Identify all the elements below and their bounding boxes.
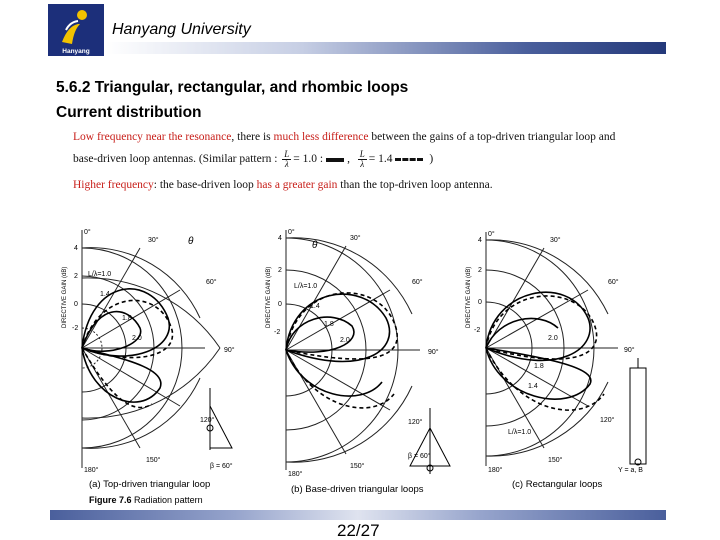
curve-label-b-main: L/λ=1.0 bbox=[294, 283, 318, 290]
gain-tick-a-m2: -2 bbox=[72, 325, 79, 332]
caption-c: (c) Rectangular loops bbox=[512, 479, 603, 490]
line3-end: than the top-driven loop antenna. bbox=[337, 179, 493, 191]
gain-tick-a-0: 0 bbox=[74, 301, 78, 308]
much-less-difference-text: much less difference bbox=[273, 131, 369, 143]
dashed-line-marker bbox=[395, 158, 423, 161]
line1-mid: , there is bbox=[231, 131, 274, 143]
curve-label-c-1: 2.0 bbox=[548, 335, 558, 342]
line2-sep: , bbox=[347, 153, 350, 166]
gain-tick-c-2: 2 bbox=[478, 267, 482, 274]
angle-label-a-180: 180° bbox=[84, 467, 99, 474]
gain-tick-c-4: 4 bbox=[478, 237, 482, 244]
page-number: 22/27 bbox=[337, 521, 380, 540]
curve-label-a-main: L/λ=1.0 bbox=[88, 271, 112, 278]
gain-tick-a-4: 4 bbox=[74, 245, 78, 252]
curve-label-b-3: 2.0 bbox=[340, 337, 350, 344]
figure-caption bbox=[89, 495, 203, 505]
angle-label-c-180: 180° bbox=[488, 467, 503, 474]
gain-tick-b-4: 4 bbox=[278, 235, 282, 242]
angle-label-c-30: 30° bbox=[550, 237, 561, 244]
angle-label-c-90: 90° bbox=[624, 347, 635, 354]
angle-label-b-150: 150° bbox=[350, 463, 365, 470]
curve-label-c-2: 1.8 bbox=[534, 363, 544, 370]
theta-label-b: θ bbox=[312, 240, 318, 251]
higher-frequency-text: Higher frequency bbox=[73, 179, 154, 191]
ratio1-value: = 1.0 : bbox=[293, 153, 324, 166]
angle-label-b-180: 180° bbox=[288, 471, 303, 478]
university-logo bbox=[48, 4, 104, 56]
slide-title: 5.6.2 Triangular, rectangular, and rhombic loops bbox=[56, 79, 409, 96]
gain-tick-c-m2: -2 bbox=[474, 327, 481, 334]
angle-label-c-0: 0° bbox=[488, 231, 495, 238]
text-line-1 bbox=[73, 131, 615, 143]
angle-label-a-0: 0° bbox=[84, 229, 91, 236]
theta-label-a: θ bbox=[188, 236, 194, 247]
caption-b: (b) Base-driven triangular loops bbox=[291, 484, 424, 495]
angle-label-a-120: 120° bbox=[200, 417, 215, 424]
curve-label-a-1: 1.4 bbox=[100, 291, 110, 298]
text-line-3 bbox=[73, 179, 493, 191]
line2-start: base-driven loop antennas. (Similar pattern : bbox=[73, 153, 281, 166]
header-bar bbox=[106, 42, 666, 54]
angle-label-a-30: 30° bbox=[148, 237, 159, 244]
line1-end: between the gains of a top-driven triangular loop and bbox=[368, 131, 616, 143]
axis-label-a: DIRECTIVE GAIN (dB) bbox=[62, 266, 68, 328]
angle-label-a-150: 150° bbox=[146, 457, 161, 464]
beta-label-a: β = 60° bbox=[210, 463, 233, 470]
low-frequency-text: Low frequency near the resonance bbox=[73, 131, 232, 143]
radiation-pattern-a bbox=[60, 218, 250, 476]
angle-label-b-60: 60° bbox=[412, 279, 423, 286]
angle-label-b-120: 120° bbox=[408, 419, 423, 426]
gain-tick-b-0: 0 bbox=[278, 301, 282, 308]
angle-label-c-120: 120° bbox=[600, 417, 615, 424]
footer-bar bbox=[50, 510, 666, 520]
curve-label-c-3: 1.4 bbox=[528, 383, 538, 390]
axis-label-b: DIRECTIVE GAIN (dB) bbox=[266, 266, 272, 328]
axis-label-c: DIRECTIVE GAIN (dB) bbox=[466, 266, 472, 328]
ratio-fraction-1: $\frac{L}{\lambda}$ bbox=[284, 149, 290, 169]
curve-label-a-2: 1.8 bbox=[122, 315, 132, 322]
text-line-2 bbox=[73, 150, 433, 169]
slide-subtitle: Current distribution bbox=[56, 104, 202, 121]
ratio-fraction-2: $\frac{L}{\lambda}$ bbox=[359, 149, 365, 169]
radiation-pattern-c bbox=[458, 218, 663, 476]
curve-label-b-1: 1.4 bbox=[310, 303, 320, 310]
solid-line-marker bbox=[326, 158, 344, 162]
gain-tick-b-m2: -2 bbox=[274, 329, 281, 336]
curve-label-c-main: L/λ=1.0 bbox=[508, 429, 532, 436]
angle-label-b-90: 90° bbox=[428, 349, 439, 356]
ratio2-value: = 1.4 bbox=[368, 153, 393, 166]
angle-label-a-60: 60° bbox=[206, 279, 217, 286]
university-name: Hanyang University bbox=[112, 21, 251, 38]
angle-label-a-90: 90° bbox=[224, 347, 235, 354]
caption-a: (a) Top-driven triangular loop bbox=[89, 479, 211, 490]
radiation-pattern-b bbox=[262, 218, 452, 480]
gain-tick-b-2: 2 bbox=[278, 267, 282, 274]
angle-label-b-30: 30° bbox=[350, 235, 361, 242]
line3-mid: : the base-driven loop bbox=[153, 179, 257, 191]
angle-label-b-0: 0° bbox=[288, 229, 295, 236]
beta-label-b: β = 60° bbox=[408, 453, 431, 460]
rect-label-c: Y = a, B bbox=[618, 467, 643, 474]
curve-label-b-2: 1.8 bbox=[324, 321, 334, 328]
logo-text: Hanyang bbox=[62, 48, 90, 55]
angle-label-c-60: 60° bbox=[608, 279, 619, 286]
figure-label: Figure 7.6 bbox=[89, 495, 132, 505]
line2-end: ) bbox=[429, 153, 434, 166]
curve-label-a-3: 2.0 bbox=[132, 335, 142, 342]
gain-tick-c-0: 0 bbox=[478, 299, 482, 306]
gain-tick-a-2: 2 bbox=[74, 273, 78, 280]
greater-gain-text: has a greater gain bbox=[256, 179, 338, 191]
figure-text: Radiation pattern bbox=[134, 495, 203, 505]
angle-label-c-150: 150° bbox=[548, 457, 563, 464]
